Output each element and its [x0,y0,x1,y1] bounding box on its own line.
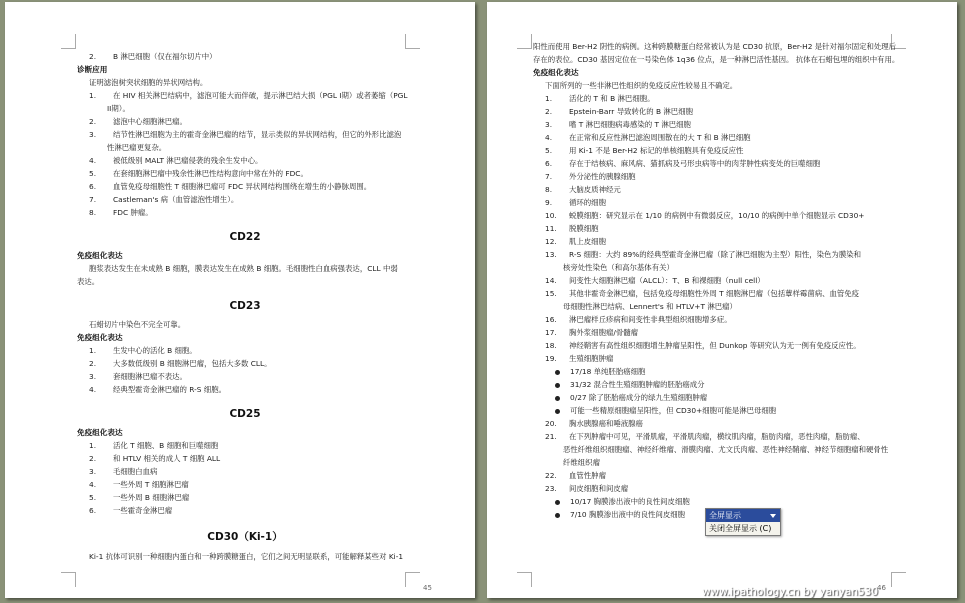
crop-mark [517,572,532,587]
list-item [533,482,901,495]
list-item [77,465,413,478]
subsection-heading: 免疫组化表达 [77,333,123,342]
list-number: 8. [89,208,97,217]
subsection-heading: 免疫组化表达 [77,428,123,437]
list-number: 2. [89,454,97,463]
list-number: 9. [545,198,553,207]
list-text: 套细胞淋巴瘤不表达。 [113,372,187,381]
bullet-text: 7/10 胸膜渗出液中的良性间皮细胞 [570,510,686,519]
list-item [77,154,413,167]
list-number: 4. [89,385,97,394]
list-item [77,115,413,128]
list-item [533,326,901,339]
text-line: 胞浆表达发生在未成熟 B 细胞，膜表达发生在成熟 B 细胞。毛细胞性白血病强表达，CLL 中弱 [89,264,398,273]
bullet-icon [555,396,560,401]
text-line: Ki-1 抗体可识别一种细胞内蛋白和一种跨膜糖蛋白，它们之间无明显联系，可能解释某些对 Ki-1 [89,552,404,561]
list-item [533,248,901,261]
list-item [77,491,413,504]
list-text: 生殖细胞肿瘤 [569,354,614,363]
left-page-text [77,50,413,563]
list-item [533,157,901,170]
list-text: 和 HTLV 相关的成人 T 细胞 ALL [113,454,221,463]
list-item [77,383,413,396]
list-number: 10. [545,211,557,220]
list-text: 嗜 T 淋巴细胞病毒感染的 T 淋巴细胞 [569,120,691,129]
list-text: 被低级别 MALT 淋巴瘤侵袭的残余生发中心。 [113,156,263,165]
bullet-text: 10/17 胸膜渗出液中的良性间皮细胞 [570,497,690,506]
list-text: 循环的细胞 [569,198,606,207]
bullet-item [533,365,901,378]
list-number: 6. [89,506,97,515]
list-text: B 淋巴细胞（仅在福尔切片中） [113,52,217,61]
list-text: 外分泌性的胰腺细胞 [569,172,636,181]
list-text: 神经鞘害有高性组织细胞增生肿瘤呈阳性，但 Dunkop 等研究认为无一例有免疫反应性。 [569,341,861,350]
list-item [533,196,901,209]
list-number: 5. [89,169,97,178]
section-heading: CD30（Ki-1） [207,531,283,543]
text-line: 下面所列的一些非淋巴性组织的免疫反应性较易且不确定。 [545,81,738,90]
text-line: 阳性而使用 Ber-H2 阴性的病例。这种跨膜糖蛋白经常被认为是 CD30 抗原，Ber-H2 是针对福尔固定和处理后存在的表位。CD30 基因定位在一号染色体 1q36 位点，是一种淋巴活性基因。 抗体在石蜡包埋的组织中有用。 [533,42,900,64]
list-number: 11. [545,224,557,233]
list-number: 7. [545,172,553,181]
list-number: 6. [545,159,553,168]
list-number: 18. [545,341,557,350]
list-number: 16. [545,315,557,324]
list-text: 淋巴瘤样丘疹病和间变性非典型组织细胞增多症。 [569,315,732,324]
list-text: 生发中心的活化 B 细胞。 [113,346,197,355]
text-line: 恶性纤维组织细胞瘤、神经纤维瘤、滑膜肉瘤、尤文氏肉瘤、恶性神经鞘瘤、神经节细胞瘤和硬骨性 [563,445,889,454]
bullet-text: 17/18 单纯胚胎癌细胞 [570,367,646,376]
list-text: 活化 T 细胞、B 细胞和巨噬细胞 [113,441,219,450]
list-number: 19. [545,354,557,363]
list-text: 胸水胰腺癌和唾液腺癌 [569,419,643,428]
list-number: 3. [89,130,97,139]
list-number: 1. [89,91,97,100]
list-number: 21. [545,432,557,441]
list-text: 蜕膜细胞：研究显示在 1/10 的病例中有微弱反应，10/10 的病例中单个细胞显示 CD30+ [569,211,865,220]
list-number: 2. [89,359,97,368]
list-item [533,430,901,443]
list-number: 14. [545,276,557,285]
crop-mark [891,572,906,587]
list-item [533,313,901,326]
list-item [533,209,901,222]
list-number: 4. [89,480,97,489]
list-item [77,344,413,357]
crop-mark [405,34,420,49]
left-page [5,2,475,598]
list-text: Castleman's 病（血管滤泡性增生）。 [113,195,239,204]
bullet-text: 31/32 混合性生殖细胞肿瘤的胚胎癌成分 [570,380,705,389]
bullet-text: 可能一些精原细胞瘤呈阳性，但 CD30+细胞可能是淋巴母细胞 [570,406,777,415]
list-number: 8. [545,185,553,194]
text-line: 表达。 [77,277,100,286]
list-number: 1. [545,94,553,103]
list-item [533,339,901,352]
list-number: 3. [89,467,97,476]
list-text: 一些霍奇金淋巴瘤 [113,506,173,515]
list-number: 3. [545,120,553,129]
bullet-icon [555,500,560,505]
list-item [533,352,901,365]
subsection-heading: 免疫组化表达 [533,68,579,77]
subsection-heading: 免疫组化表达 [77,251,123,260]
bullet-text: 0/27 除了胚胎癌成分的绿九生殖细胞肿瘤 [570,393,708,402]
text-line: 石蜡切片中染色不完全可靠。 [89,320,186,329]
crop-mark [517,34,532,49]
list-number: 7. [89,195,97,204]
list-item [533,417,901,430]
watermark: www.ipathology.cn by yanyan530 [702,586,879,598]
list-text: 脱膜细胞 [569,224,599,233]
list-number: 20. [545,419,557,428]
list-item [533,222,901,235]
list-text: 经典型霍奇金淋巴瘤的 R-S 细胞。 [113,385,226,394]
page-number: 46 [877,584,886,592]
list-number: 2. [89,52,97,61]
list-text: R-S 细胞：大约 89%的经典型霍奇金淋巴瘤（除了淋巴细胞为主型）阳性，染色为膜染和 [569,250,861,259]
list-item [533,131,901,144]
list-number: 23. [545,484,557,493]
list-item [77,206,413,219]
bullet-icon [555,383,560,388]
list-number: 5. [545,146,553,155]
list-item [533,118,901,131]
list-text: Epstein-Barr 导致转化的 B 淋巴细胞 [569,107,693,116]
list-item [77,193,413,206]
menu-item-exit-full-screen[interactable] [706,522,780,535]
list-text: 大多数低级别 B 细胞淋巴瘤，包括大多数 CLL。 [113,359,272,368]
list-text: 血管性肿瘤 [569,471,606,480]
list-number: 4. [545,133,553,142]
list-item [77,452,413,465]
list-item [533,469,901,482]
list-text: 滤泡中心细胞淋巴瘤。 [113,117,187,126]
crop-mark [61,572,76,587]
list-number: 22. [545,471,557,480]
list-number: 6. [89,182,97,191]
list-text: 肌上皮细胞 [569,237,606,246]
list-item [533,144,901,157]
list-text: 血管免疫母细胞性 T 细胞淋巴瘤可 FDC 异状网结构围绕在增生的小静脉周围。 [113,182,372,191]
list-item [77,50,413,63]
context-menu [705,508,781,536]
list-number: 2. [89,117,97,126]
list-number: 17. [545,328,557,337]
right-page-text [533,40,901,521]
text-line: 核旁处性染色（和高尔基体有关） [563,263,674,272]
list-item [533,235,901,248]
list-text: 一些外周 T 细胞淋巴瘤 [113,480,189,489]
list-text: 间皮细胞和间皮瘤 [569,484,629,493]
list-text: 结节性淋巴细胞为主的霍奇金淋巴瘤的结节，显示类似的异状网结构，但它的外形比滤泡 [113,130,402,139]
list-number: 1. [89,441,97,450]
list-text: 间变性大细胞淋巴瘤（ALCL）：T、B 和裸细胞（null cell） [569,276,765,285]
list-item [533,92,901,105]
bullet-item [533,378,901,391]
list-text: 在套细胞淋巴瘤中残余性淋巴性结构意向中常在外的 FDC。 [113,169,308,178]
list-number: 12. [545,237,557,246]
list-item [533,170,901,183]
list-text: 活化的 T 和 B 淋巴细胞。 [569,94,655,103]
list-item [533,274,901,287]
list-number: 3. [89,372,97,381]
list-item [77,504,413,517]
list-number: 2. [545,107,553,116]
list-item [77,167,413,180]
list-item [77,357,413,370]
list-text: 大脑皮质神经元 [569,185,621,194]
bullet-icon [555,370,560,375]
list-item [77,370,413,383]
list-item [77,128,413,141]
list-text: 毛细胞白血病 [113,467,158,476]
list-text: 在 HIV 相关淋巴结病中，滤泡可能大而伴破，提示淋巴结大损（PGL I期）或者萎缩（PGL [113,91,408,100]
list-item [77,478,413,491]
menu-item-label: 全屏显示 [709,511,741,520]
text-line: 母细胞性淋巴结病、Lennert's 和 HTLV+T 淋巴瘤） [563,302,737,311]
list-number: 4. [89,156,97,165]
list-text: 在下列肿瘤中可见，平滑肌瘤，平滑肌肉瘤，横纹肌肉瘤，脂肪肉瘤，恶性肉瘤，脂肪瘤、 [569,432,865,441]
section-heading: CD22 [229,231,261,243]
list-text: 胸外浆细胞瘤/骨髓瘤 [569,328,639,337]
bullet-item [533,391,901,404]
section-heading: CD23 [229,300,261,312]
page-number: 45 [423,584,432,592]
text-line: 证明滤泡树突状细胞的异状网结构。 [89,78,208,87]
bullet-icon [555,409,560,414]
text-line: 纤维组织瘤 [563,458,600,467]
list-number: 13. [545,250,557,259]
list-item [533,287,901,300]
subsection-heading: 诊断应用 [77,65,108,74]
list-item [533,183,901,196]
chevron-down-icon [770,514,776,518]
list-number: 15. [545,289,557,298]
list-item [77,180,413,193]
bullet-item [533,495,901,508]
menu-item-label: 关闭全屏显示 (C) [709,524,772,533]
list-text: 在正常和反应性淋巴滤泡周围散在的大 T 和 B 淋巴细胞 [569,133,751,142]
list-text: 一些外周 B 细胞淋巴瘤 [113,493,190,502]
list-text: 存在于结核病、麻风病、猫抓病及弓形虫病等中的肉芽肿性病变处的巨噬细胞 [569,159,821,168]
list-item [77,439,413,452]
crop-mark [61,34,76,49]
text-line: II期）。 [107,104,130,113]
menu-item-full-screen[interactable] [706,509,780,522]
crop-mark [405,572,420,587]
section-heading: CD25 [229,408,261,420]
bullet-item [533,404,901,417]
bullet-icon [555,513,560,518]
list-number: 5. [89,493,97,502]
list-text: 其他非霍奇金淋巴瘤，包括免疫母细胞性外周 T 细胞淋巴瘤（包括蕈样霉菌病、血管免疫 [569,289,860,298]
text-line: 性淋巴瘤更复杂。 [107,143,167,152]
list-number: 1. [89,346,97,355]
list-item [533,105,901,118]
list-text: FDC 肿瘤。 [113,208,153,217]
list-item [77,89,413,102]
list-text: 用 Ki-1 不是 Ber-H2 标记的单核细胞具有免疫反应性 [569,146,744,155]
